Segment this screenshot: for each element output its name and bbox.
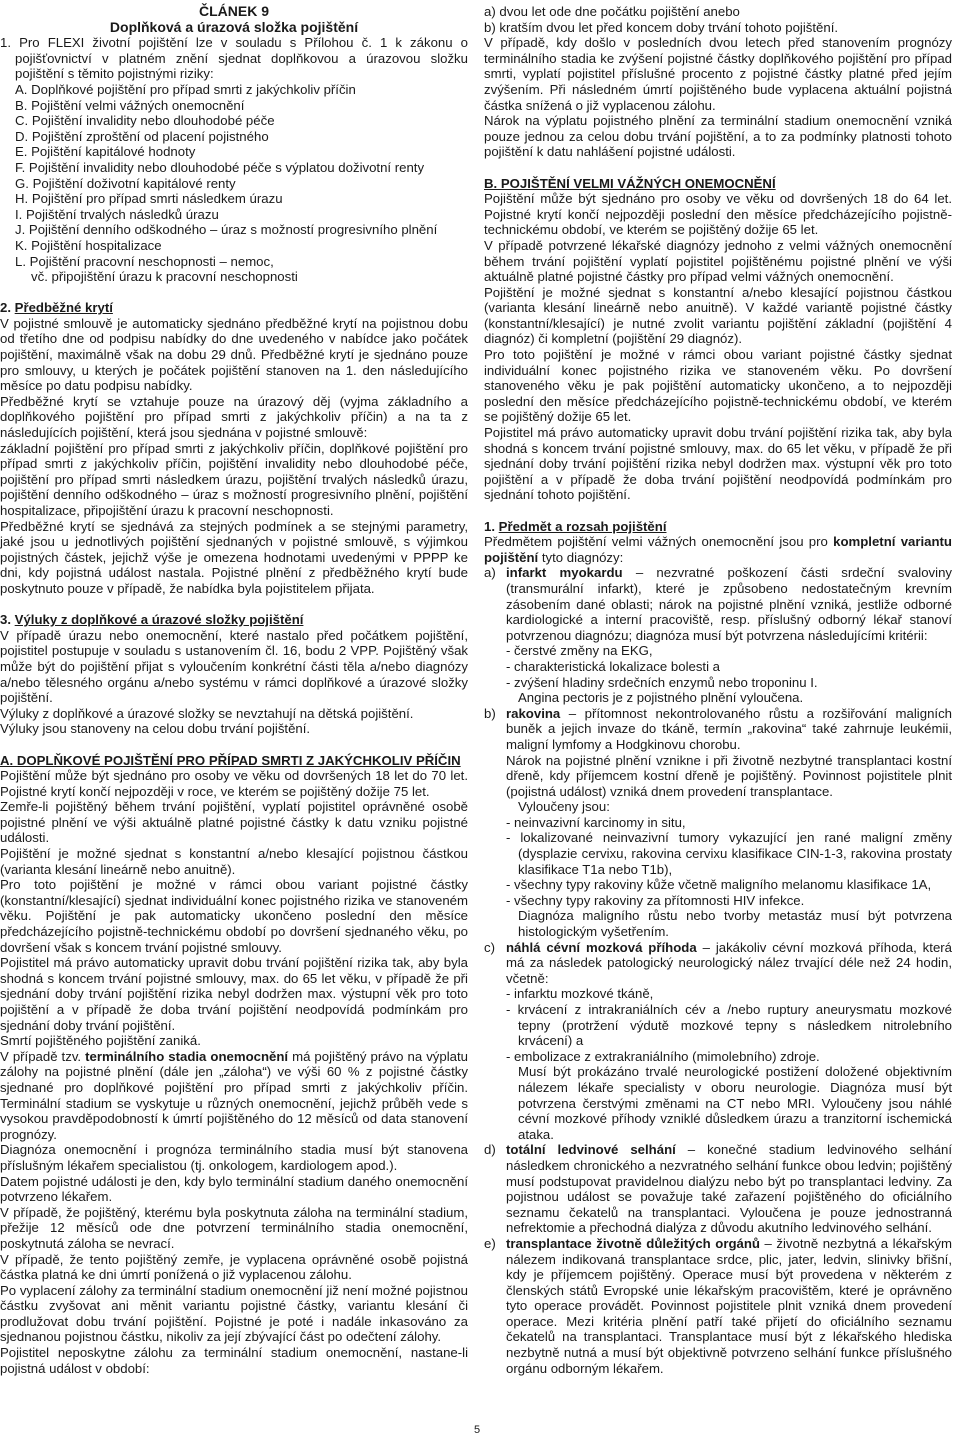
paragraph: Pojistitel má právo automaticky upravit dobu trvání pojištění rizika tak, aby byla shodná s koncem trvání pojistné smlouvy, max. do 65 let věku, v případě že při sjednání doby trvání pojištění rizika nebyl dodržen max. výstupní věk pro toto pojištění a v případě že doba trvání pojištění neodpovídá podmínkám pro sjednání doby trvání pojištění. xyxy=(0,955,468,1033)
list-item: D. Pojištění zproštění od placení pojistného xyxy=(15,128,269,144)
section-2-heading: 2. Předběžné krytí xyxy=(0,300,113,316)
list-item: - lokalizované neinvazivní tumory vykazující jen rané maligní změny (dysplazie cervixu, rakovina cervixu klasifikace CIN-1-3, rakovina prostaty klasifikace T1a nebo T1b), xyxy=(506,830,952,877)
paragraph: Pojistitel má právo automaticky upravit dobu trvání pojištění rizika tak, aby byla shodná s koncem trvání pojistné smlouvy, max. do 65 let věku, v případě že při sjednání doby trvání pojištění rizika nebyl dodržen max. výstupní věk pro toto pojištění a v případě že doba trvání pojištění neodpovídá podmínkám pro sjednání tohoto pojištění. xyxy=(484,425,952,503)
paragraph: Datem pojistné události je den, kdy bylo terminální stadium daného onemocnění potvrzeno lékařem. xyxy=(0,1173,468,1205)
list-item: A. Doplňkové pojištění pro případ smrti z jakýchkoliv příčin xyxy=(15,81,356,97)
section-3-heading: 3. Výluky z doplňkové a úrazové složky pojištění xyxy=(0,612,304,628)
list-item: B. Pojištění velmi vážných onemocnění xyxy=(15,97,245,113)
paragraph: Smrtí pojištěného pojištění zaniká. xyxy=(0,1033,201,1049)
intro-paragraph: 1. Pro FLEXI životní pojištění lze v souladu s Přílohou č. 1 k zákonu o pojišťovnictví v platném znění sjednat doplňkovou a úrazovou složku pojištění s těmito pojistnými riziky: xyxy=(0,35,468,82)
article-subtitle: Doplňková a úrazová složka pojištění xyxy=(109,18,359,35)
paragraph: Angina pectoris je z pojistného plnění vyloučena. xyxy=(518,690,804,706)
paragraph: a) dvou let ode dne počátku pojištění anebo xyxy=(484,4,740,19)
list-item: - všechny typy rakoviny kůže včetně maligního melanomu klasifikace 1A, xyxy=(506,877,932,893)
paragraph: V případě úrazu nebo onemocnění, které nastalo před počátkem pojištění, pojistitel postupuje v souladu s ustanovením čl. 16, bodu 2 VPP. Pojištěný však může být do pojištění přijat s vyloučením konkrétní části těla a/nebo diagnózy a/nebo tělesného orgánu a/nebo systému v rámci doplňkové a úrazové složky pojištění. xyxy=(0,627,468,706)
paragraph: základní pojištění pro případ smrti z jakýchkoliv příčin, doplňkové pojištění pro případ smrti z jakýchkoliv příčin, pojištění invalidity nebo dlouhodobé péče, pojištění pro případ smrti následkem úrazu, pojištění trvalých následků úrazu, pojištění denního odškodného – úraz s možností progresivního plnění, pojištění hospitalizace, připojištění úrazu k pracovní neschopnosti. xyxy=(0,440,468,518)
paragraph: Pojištění je možné sjednat s konstantní a/nebo klesající pojistnou částkou (varianta klesání lineárně nebo anuitně). xyxy=(0,846,468,877)
article-title: ČLÁNEK 9 xyxy=(198,3,269,19)
paragraph: Musí být prokázáno trvalé neurologické postižení doložené objektivním nálezem lékaře specialisty v oboru neurologie. Diagnóza musí být potvrzena čerstvými změnami na CT nebo MRI. Vyloučeny jsou náhlé cévní mozkové příhody vzniklé důsledkem úrazu a tranzitorní ischemická ataka. xyxy=(518,1064,952,1142)
paragraph: Po vyplacení zálohy za terminální stadium onemocnění již není možné pojistnou částku zvyšovat ani měnit variantu pojistné částky, variantu klesání či prodlužovat dobu trvání pojištění. Pojistné je poté i nadále inkasováno za sjednanou pojistnou částku, nikoliv za její zbývající část po odečtení zálohy. xyxy=(0,1282,468,1345)
list-item: - krvácení z intrakraniálních cév a /nebo ruptury aneurysmatu mozkové tepny (protržení výdutě mozkové tepny s následkem nitrolebního krvácení) a xyxy=(506,1002,952,1049)
paragraph: Nárok na výplatu pojistného plnění za terminální stadium onemocnění vzniká pouze jednou za celou dobu trvání pojištění, a to za podmínky platnosti tohoto pojištění k datu nahlášení pojistné události. xyxy=(484,113,952,160)
diagnosis-item: b) rakovina – přítomnost nekontrolovaného růstu a rozšiřování maligních buněk a jejich invaze do tkáně, termín „rakovina“ také zahrnuje leukémii, maligní lymfomy a Hodgkinovu chorobu. Nárok na pojistné plnění vznikne i při životně nezbytné transplantaci kostní dřeně, kdy příjemcem kostní dřeně je pojištěný. Povinnost pojistitele plnit (pojistná událost) vzniká dnem provedení transplantace. Vyloučeny jsou: - neinvazivní karcinomy in situ, - lokalizované neinvazivní tumory vykazující jen rané maligní změny (dysplazie cervixu, rakovina cervixu klasifikace CIN-1-3, rakovina prostaty klasifikace T1a nebo T1b), - všechny typy rakoviny kůže včetně maligního melanomu klasifikace 1A, - všechny typy rakoviny za přítomnosti HIV infekce. Diagnóza maligního růstu nebo tvorby metastáz musí být potvrzena histologickým vyšetřením. xyxy=(484,705,952,940)
paragraph: Pojistitel neposkytne zálohu za terminální stadium onemocnění, nastane-li pojistná událost v období: xyxy=(0,1345,468,1376)
list-item: - infarktu mozkové tkáně, xyxy=(506,986,654,1002)
section-a-heading: A. DOPLŇKOVÉ POJIŠTĚNÍ PRO PŘÍPAD SMRTI Z JAKÝCHKOLIV PŘÍČIN xyxy=(0,752,461,768)
list-item: E. Pojištění kapitálové hodnoty xyxy=(15,144,196,160)
paragraph: Pojištění může být sjednáno pro osoby ve věku od dovršených 18 let do 70 let. Pojistné krytí končí nejpozději v roce, ve kterém se pojištěný dožije 75 let. xyxy=(0,768,468,799)
list-item: - všechny typy rakoviny za přítomnosti HIV infekce. xyxy=(506,892,805,908)
subsection-1-heading: 1. Předmět a rozsah pojištění xyxy=(484,518,667,534)
paragraph: V případě, že pojištěný, kterému byla poskytnuta záloha na terminální stadium, přežije 12 měsíců ode dne potvrzení terminálního stadia onemocnění, poskytnutá záloha se nevrací. xyxy=(0,1204,468,1251)
list-item: - čerstvé změny na EKG, xyxy=(506,643,653,659)
list-item-continued: vč. připojištění úrazu k pracovní neschopnosti xyxy=(31,269,298,285)
list-item: H. Pojištění pro případ smrti následkem úrazu xyxy=(15,191,283,207)
paragraph: Výluky z doplňkové a úrazové složky se nevztahují na dětská pojištění. xyxy=(0,705,414,721)
diagnosis-item: a) infarkt myokardu – nezvratné poškození části srdeční svaloviny (transmurální infarkt), které je způsobeno nedostatečným krevním zásobením dané oblasti; nárok na pojistné plnění vzniká, jestliže odborné kardiologické a interní pracoviště, resp. příslušný odborný lékař stanoví potvrzenou diagnózu; diagnóza musí být potvrzena následujícími kritérii: - čerstvé změny na EKG, - charakteristická lokalizace bolesti a - zvýšení hladiny srdečních enzymů nebo troponinu I. Angina pectoris je z pojistného plnění vyloučena. xyxy=(484,565,952,706)
list-item: - neinvazivní karcinomy in situ, xyxy=(506,814,686,830)
list-item: G. Pojištění doživotní kapitálové renty xyxy=(15,175,236,191)
paragraph: Pro toto pojištění je možné v rámci obou variant pojistné částky sjednat individuální konec pojistného rizika ve stanoveném věku. Po dovršení stanoveného věku je pak pojištění automaticky ukončeno, a to nejpozději poslední den měsíce předcházejícího pojistně-technickému období, ve kterém se pojištěný dožije 65 let. xyxy=(484,347,952,425)
risk-list xyxy=(0,82,468,285)
paragraph: Pojištění je možné sjednat s konstantní a/nebo klesající pojistnou částkou (varianta klesání lineárně nebo anuitně). V každé variantě pojistné částky (konstantní/klesající) je nutné zvolit variantu pojištění základní (pojištění 4 diagnóz) či kompletní (pojištění 29 diagnóz). xyxy=(484,284,952,347)
paragraph: Výluky jsou stanoveny na celou dobu trvání pojištění. xyxy=(0,721,311,737)
list-item: I. Pojištění trvalých následků úrazu xyxy=(15,206,219,222)
left-column xyxy=(0,4,468,1376)
paragraph: Nárok na pojistné plnění vznikne i při životně nezbytné transplantaci kostní dřeně, kdy příjemcem kostní dřeně je pojištěný. Povinnost pojistitele plnit (pojistná událost) vzniká dnem provedení transplantace. xyxy=(506,752,952,799)
diagnosis-item: c) náhlá cévní mozková příhoda – jakákoliv cévní mozková příhoda, která má za následek patologický neurologický nález trvající déle než 24 hodin, včetně: - infarktu mozkové tkáně, - krvácení z intrakraniálních cév a /nebo ruptury aneurysmatu mozkové tepny (protržení výdutě mozkové tepny s následkem nitrolebního krvácení) a - embolizace z extrakraniálního (mimolebního) zdroje. Musí být prokázáno trvalé neurologické postižení doložené objektivním nálezem lékaře specialisty v oboru neurologie. Diagnóza musí být potvrzena čerstvými změnami na CT nebo MRI. Vyloučeny jsou náhlé cévní mozkové příhody vzniklé důsledkem úrazu a tranzitorní ischemická ataka. xyxy=(484,939,952,1142)
paragraph: Pro toto pojištění je možné v rámci obou variant pojistné částky (konstantní/klesající) sjednat individuální konec pojistného rizika ve stanoveném věku. Pojištění je pak automaticky ukončeno poslední den měsíce předcházejícího pojistně-technickému období po dovršení sjednaného věku, po dovršení však s koncem trvání pojistné smlouvy. xyxy=(0,877,468,955)
list-item: F. Pojištění invalidity nebo dlouhodobé péče s výplatou doživotní renty xyxy=(15,159,425,175)
list-item: K. Pojištění hospitalizace xyxy=(15,237,162,253)
paragraph: V pojistné smlouvě je automaticky sjednáno předběžné krytí na pojistnou dobu od třetího dne od podpisu nabídky do dne uvedeného v nabídce jako počátek pojištění, maximálně však na dobu 29 dnů. Předběžné krytí je sjednáno pouze pro smlouvy, u kterých je počátek pojištění stanoven na 1. den následujícího měsíce po datu podpisu nabídky. xyxy=(0,315,468,394)
list-item: J. Pojištění denního odškodného – úraz s možností progresivního plnění xyxy=(15,222,438,238)
paragraph: Pojištění může být sjednáno pro osoby ve věku od dovršených 18 do 64 let. Pojistné krytí končí nejpozději poslední den měsíce předcházejícího pojistně-technickému období, ve kterém se pojištěný dožije 65 let. xyxy=(484,191,952,238)
paragraph: Zemře-li pojištěný během trvání pojištění, vyplatí pojistitel oprávněné osobě pojistné plnění ve výši aktuálně platné pojistné částky k datu vzniku pojistné události. xyxy=(0,799,468,846)
paragraph: Diagnóza maligního růstu nebo tvorby metastáz musí být potvrzena histologickým vyšetřením. xyxy=(518,908,952,940)
paragraph: b) kratším dvou let před koncem doby trvání tohoto pojištění. xyxy=(484,19,839,35)
page-number: 5 xyxy=(474,1424,481,1436)
paragraph: Předběžné krytí se vztahuje pouze na úrazový děj (vyjma základního a doplňkového pojištění pro případ smrti z jakýchkoliv příčin) a na ta z následujících pojištění, která jsou sjednána v pojistné smlouvě: xyxy=(0,393,468,441)
list-item: - charakteristická lokalizace bolesti a xyxy=(506,658,721,674)
paragraph: V případě, kdy došlo v posledních dvou letech před stanovením prognózy terminálního stadia ke zvýšení pojistné částky doplňkového pojištění pro případ smrti, vyplatí pojistitel příslušné procento z pojistné částky platné před jejím zvýšením. Při následném úmrtí pojištěného bude vyplacena aktuální pojistná částka snížená o již vyplacenou zálohu. xyxy=(484,35,952,113)
list-item: L. Pojištění pracovní neschopnosti – nemoc, xyxy=(15,253,274,269)
paragraph: V případě tzv. terminálního stadia onemocnění má pojištěný právo na výplatu zálohy na pojistné plnění (dále jen „záloha“) ve výši 60 % z pojistné částky sjednané pro doplňkové pojištění pro případ smrti z jakýchkoliv příčin. Terminální stadium se vyskytuje u různých onemocnění, jejichž průběh vede s vysokou pravděpodobností k úmrtí pojištěného do 12 měsíců od data stanovení prognózy. xyxy=(0,1048,468,1142)
paragraph: Vyloučeny jsou: xyxy=(518,799,610,815)
paragraph: Diagnóza onemocnění i prognóza terminálního stadia musí být stanovena příslušným lékařem specialistou (tj. onkologem, kardiologem apod.). xyxy=(0,1142,468,1173)
list-item: - embolizace z extrakraniálního (mimolebního) zdroje. xyxy=(506,1048,820,1064)
list-item: - zvýšení hladiny srdečních enzymů nebo troponinu I. xyxy=(506,674,818,690)
section-b-heading: B. POJIŠTĚNÍ VELMI VÁŽNÝCH ONEMOCNĚNÍ xyxy=(484,175,776,191)
diagnosis-item: e) transplantace životně důležitých orgánů – životně nezbytná a lékařským nálezem indikovaná transplantace srdce, plic, jater, ledvin, slinivky břišní, kdy je příjemcem pojištěný. Operace musí být provedena v některém z členských států Evropské unie lékařským pracovištěm, které je oprávněno tyto operace provádět. Povinnost pojistitele plnit vzniká dnem provedení operace. Mezi kritéria plnění patří také přijetí do oficiálního seznamu čekatelů na transplantaci. Transplantace musí být z lékařského hlediska nezbytně nutná a musí být objektivně potvrzeno selhání funkce příslušného orgánu odborným lékařem. xyxy=(484,1235,952,1376)
list-item: C. Pojištění invalidity nebo dlouhodobé péče xyxy=(15,113,275,129)
paragraph: Předmětem pojištění velmi vážných onemocnění jsou pro kompletní variantu pojištění tyto diagnózy: xyxy=(484,534,952,565)
paragraph: V případě, že tento pojištěný zemře, je vyplacena oprávněné osobě pojistná částka platná ke dni úmrtí ponížená o již vyplacenou zálohu. xyxy=(0,1251,468,1283)
right-column xyxy=(484,4,952,1376)
paragraph: Předběžné krytí se sjednává za stejných podmínek a se stejnými parametry, jaké jsou u jednotlivých pojištění sjednaných v pojistné smlouvě, s výjimkou pojistných částek, jejichž výše je omezena hodnotami uvedenými v PPPP ke dni, kdy pojistná událost nastala. Pojistné plnění z předběžného krytí bude poskytnuto pouze v případě, že nabídka byla pojistitelem přijata. xyxy=(0,518,468,596)
paragraph: V případě potvrzené lékařské diagnózy jednoho z velmi vážných onemocnění během trvání pojištění vyplatí pojistitel pojištěnému pojistné plnění ve výši aktuálně platné pojistné částky pro případ velmi vážných onemocnění. xyxy=(484,237,952,285)
diagnosis-item: d) totální ledvinové selhání – konečné stadium ledvinového selhání následkem chronického a nezvratného selhání funkce obou ledvin; pojištěný musí podstupovat pravidelnou dialýzu nebo být po transplantaci ledviny. Za pojistnou událost se považuje také zařazení pojištěného do oficiálního seznamu čekatelů na transplantaci. Vyloučena je pouze jednostranná nefrektomie a přechodná dialýza z důvodu akutního ledvinového selhání. xyxy=(484,1142,952,1236)
